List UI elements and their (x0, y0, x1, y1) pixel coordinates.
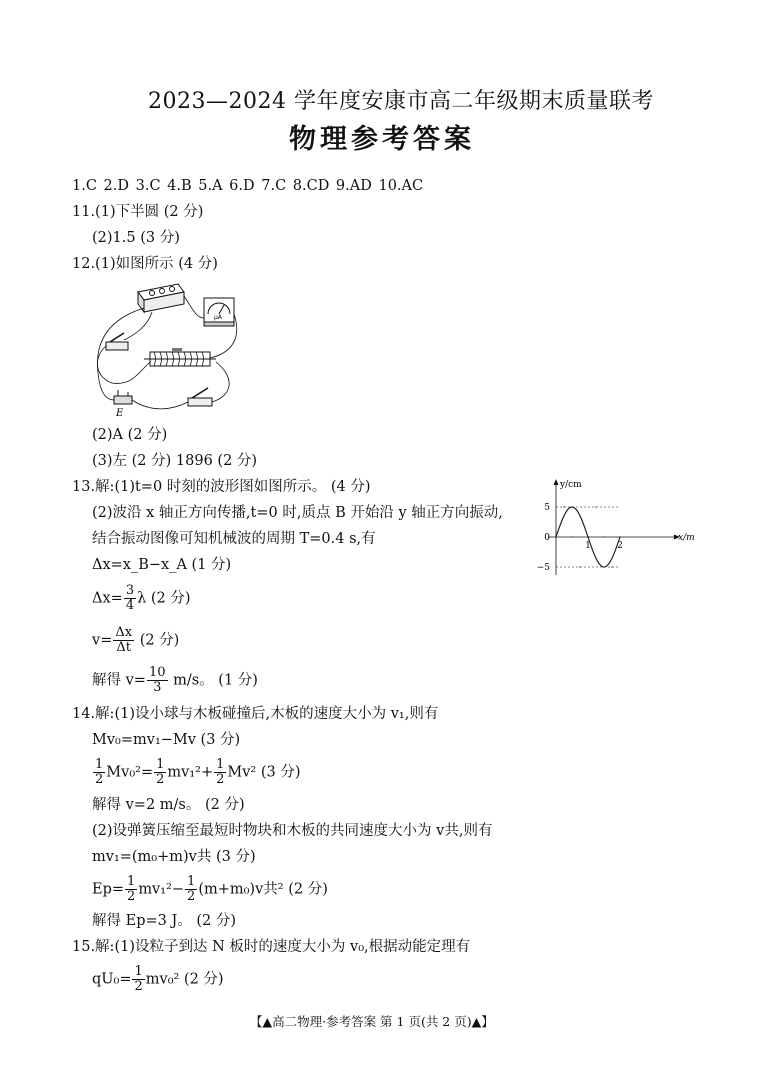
fraction: $\frac{1}{2}$ (187, 874, 196, 904)
q14-eq1: Mv₀=mv₁−Mv (3 分) (92, 732, 241, 748)
fraction: $\frac{1}{2}$ (216, 757, 225, 787)
wave-point (587, 536, 588, 537)
q14-eq2: $\frac{1}{2}$ Mv₀²= $\frac{1}{2}$ mv₁²+ $\frac{1}{2}$ Mv² (3 分) (95, 757, 301, 787)
fraction: $\frac{10}{3}$ (148, 665, 166, 695)
q12-part1: 12.(1)如图所示 (4 分) (72, 256, 218, 272)
circuit-diagram (92, 278, 242, 423)
y-tick-label: 5 (544, 503, 550, 513)
q14-part1: 14.解:(1)设小球与木板碰撞后,木板的速度大小为 v₁,则有 (72, 706, 439, 722)
wave-point (571, 536, 572, 537)
x-tick-label: 2 (617, 541, 623, 551)
fraction: $\frac{3}{4}$ (125, 583, 135, 613)
y-tick-label: 0 (544, 533, 550, 543)
q15-part1: 15.解:(1)设粒子到达 N 板时的速度大小为 v₀,根据动能定理有 (72, 939, 471, 955)
switch-lower (188, 388, 212, 406)
y-axis-label: y/cm (560, 480, 582, 490)
page-title: 2023—2024 学年度安康市高二年级期末质量联考 (148, 89, 654, 114)
fraction: $\frac{1}{2}$ (127, 874, 136, 904)
q13-eq4: 解得 v= $\frac{10}{3}$ m/s。 (1 分) (92, 665, 258, 695)
q15-eq1: qU₀= $\frac{1}{2}$ mv₀² (2 分) (92, 964, 224, 994)
q14-eq3: 解得 v=2 m/s。 (2 分) (92, 797, 245, 813)
wave-point (611, 566, 612, 567)
switch-upper (106, 333, 128, 350)
choice-answers: 1.C 2.D 3.C 4.B 5.A 6.D 7.C 8.CD 9.AD 10.AC (72, 178, 424, 194)
fraction: $\frac{\Delta x}{\Delta t}$ (115, 625, 133, 655)
q12-part3: (3)左 (2 分) 1896 (2 分) (92, 453, 258, 469)
q14-eq5: Ep= $\frac{1}{2}$ mv₁²− $\frac{1}{2}$ (m+m₀)v共² (2 分) (92, 874, 328, 904)
fraction: $\frac{1}{2}$ (156, 757, 165, 787)
q11-part2: (2)1.5 (3 分) (92, 230, 180, 246)
q13-eq2: Δx= $\frac{3}{4}$ λ (2 分) (92, 583, 191, 613)
wave-point (563, 506, 564, 507)
wave-point (555, 536, 556, 537)
battery-box (138, 284, 184, 312)
q13-part2-line2: 结合振动图像可知机械波的周期 T=0.4 s,有 (92, 531, 376, 547)
x-axis-label: x/m (678, 533, 695, 543)
y-tick-label: −5 (536, 563, 550, 573)
q11-part1: 11.(1)下半圆 (2 分) (72, 204, 204, 220)
microammeter (204, 298, 234, 326)
q13-eq3: v= $\frac{\Delta x}{\Delta t}$ (2 分) (92, 625, 180, 655)
wave-point (579, 566, 580, 567)
page-subtitle: 物理参考答案 (289, 124, 475, 155)
q14-eq4: mv₁=(m₀+m)v共 (3 分) (92, 849, 256, 865)
wave-point (603, 536, 604, 537)
q13-part2-line1: (2)波沿 x 轴正方向传播,t=0 时,质点 B 开始沿 y 轴正方向振动, (92, 505, 503, 521)
y-axis-arrow (554, 479, 559, 485)
label-e: E (116, 408, 124, 419)
wave-point (595, 506, 596, 507)
battery-e (114, 390, 132, 404)
q12-part2: (2)A (2 分) (92, 427, 168, 443)
fraction: $\frac{1}{2}$ (95, 757, 104, 787)
q13-eq1: Δx=x_B−x_A (1 分) (92, 557, 232, 573)
q14-eq6: 解得 Ep=3 J。 (2 分) (92, 913, 237, 929)
x-tick-label: 1 (585, 541, 591, 551)
q14-part2: (2)设弹簧压缩至最短时物块和木板的共同速度大小为 v共,则有 (92, 823, 493, 839)
wave-point (619, 536, 620, 537)
q13-part1: 13.解:(1)t=0 时刻的波形图如图所示。 (4 分) (72, 479, 371, 495)
fraction: $\frac{1}{2}$ (134, 964, 143, 994)
meter-label: μA (214, 314, 222, 321)
page-footer: 【▲高二物理·参考答案 第 1 页(共 2 页)▲】 (250, 1014, 494, 1029)
wave-chart (530, 475, 705, 575)
solenoid-coil (144, 348, 216, 366)
